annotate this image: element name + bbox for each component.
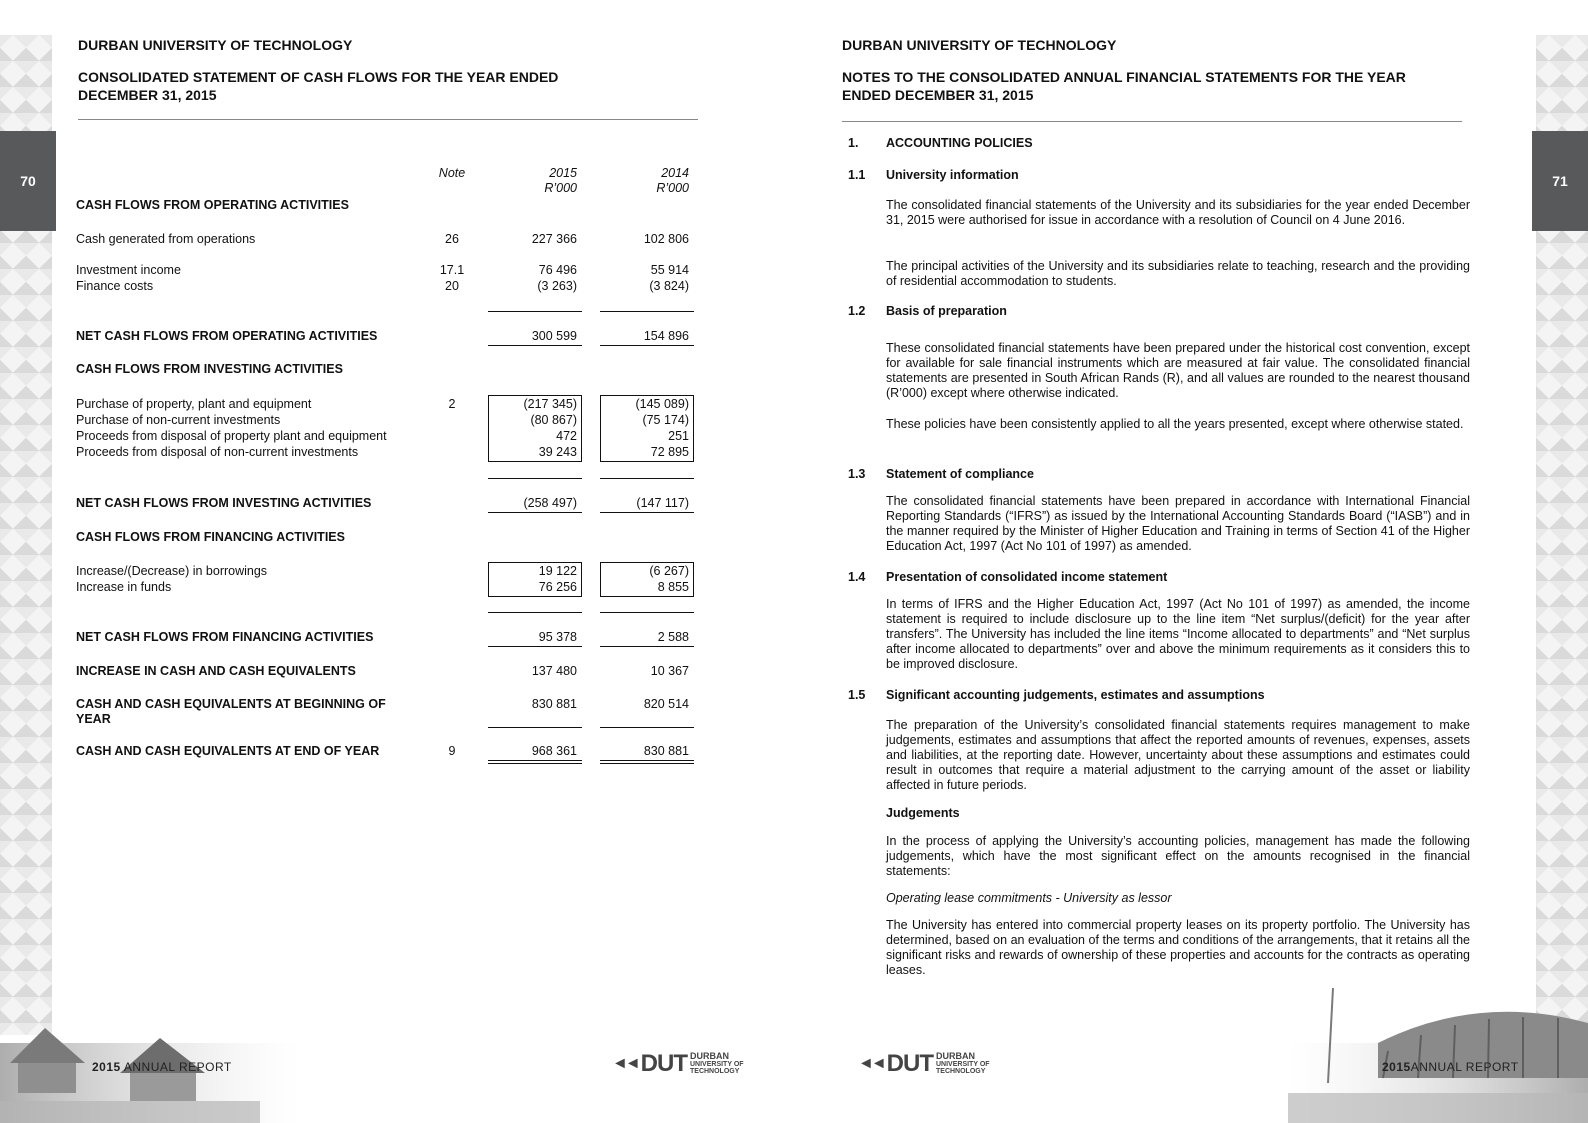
total-rule [488,345,582,346]
section-heading: CASH FLOWS FROM INVESTING ACTIVITIES [76,362,343,376]
logo-line2: UNIVERSITY OF [936,1061,990,1068]
section-number: 1.4 [848,570,866,584]
total-2015: 137 480 [531,664,577,678]
value-2015: (80 867) [530,413,577,427]
page-number-tab [0,131,56,231]
section-title: ACCOUNTING POLICIES [886,136,1033,150]
subtotal-rule [600,311,694,312]
logo-line2: UNIVERSITY OF [690,1061,744,1068]
row-label: Proceeds from disposal of non-current investments [76,445,359,459]
value-2014: (145 089) [635,397,689,411]
logo-line3: TECHNOLOGY [690,1068,740,1075]
footer-report: ANNUAL REPORT [1410,1060,1519,1074]
value-2015: 39 243 [538,445,577,459]
row-note: 2 [448,397,456,411]
row-label: Proceeds from disposal of property plant and equipment [76,429,387,443]
page-title-line1: CONSOLIDATED STATEMENT OF CASH FLOWS FOR THE YEAR ENDED [78,69,559,85]
subtotal-rule [600,727,694,728]
value-2014: (6 267) [649,564,689,578]
paragraph: The University has entered into commercial property leases on its property portfolio. The University has determined, based on an evaluation of the terms and conditions of the arrangements, that it retains all the significant risks and rewards of ownership of these properties and accounts for the contracts as operating leases. [886,918,1470,977]
subtotal-rule [600,612,694,613]
double-rule [488,760,582,761]
logo-mark: DUT [640,1049,687,1077]
section-number: 1.2 [848,304,866,318]
value-2015: 472 [556,429,577,443]
row-note: 26 [445,232,459,246]
subsection-title: Judgements [886,806,960,820]
section-number: 1. [848,136,859,150]
logo-text [936,1052,990,1075]
page-number-tab [1532,131,1588,231]
row-label: Increase/(Decrease) in borrowings [76,564,268,578]
footer-annual-report [1382,1060,1519,1074]
logo-mark: DUT [886,1049,933,1077]
page-title-line1: NOTES TO THE CONSOLIDATED ANNUAL FINANCIAL STATEMENTS FOR THE YEAR [842,69,1406,85]
institution-name: DURBAN UNIVERSITY OF TECHNOLOGY [78,37,353,53]
value-2014: 55 914 [650,263,689,277]
total-2014: 10 367 [650,664,689,678]
section-title: Statement of compliance [886,467,1034,481]
section-title: Basis of preparation [886,304,1007,318]
page-number: 71 [1552,173,1568,189]
page-number: 70 [20,173,36,189]
section-title: University information [886,168,1019,182]
total-rule [600,345,694,346]
col-note-header: Note [438,166,466,180]
dut-logo [858,1049,990,1077]
logo-text [690,1052,744,1075]
row-label: Finance costs [76,279,154,293]
institution-name: DURBAN UNIVERSITY OF TECHNOLOGY [842,37,1117,53]
grand-total-label: CASH AND CASH EQUIVALENTS AT END OF YEAR [76,744,380,758]
huts-illustration [0,983,300,1123]
total-label: NET CASH FLOWS FROM FINANCING ACTIVITIES [76,630,374,644]
double-rule [600,760,694,761]
total-label-line2: YEAR [76,712,111,726]
paragraph: In the process of applying the University’s accounting policies, management has made the following judgements, which have the most significant effect on the amounts recognised in the financial statements: [886,834,1470,878]
total-label-line1: CASH AND CASH EQUIVALENTS AT BEGINNING OF [76,697,386,711]
col-2015-unit: R’000 [544,181,577,195]
double-rule [488,763,582,764]
value-2015: 19 122 [538,564,577,578]
row-label: Purchase of property, plant and equipment [76,397,312,411]
footer-annual-report [92,1060,232,1074]
grand-total-2014: 830 881 [643,744,689,758]
paragraph: In terms of IFRS and the Higher Education Act, 1997 (Act No 101 of 1997) as amended, the income statement is required to include disclosure up to the line item “Net surplus/(deficit) for the year after transfers”. The University has included the line items “Income allocated to departments” and “Net surplus after income allocated to departments” over and above the minimum requirements as it considers this to be improved disclosure. [886,597,1470,671]
section-title: Presentation of consolidated income statement [886,570,1168,584]
logo-line1: DURBAN [690,1051,729,1061]
dut-logo [612,1049,744,1077]
logo-line3: TECHNOLOGY [936,1068,986,1075]
total-2015: 300 599 [531,329,577,343]
row-note: 20 [445,279,459,293]
footer-year: 2015 [1382,1060,1411,1074]
total-2014: 154 896 [643,329,689,343]
footer-report: ANNUAL REPORT [123,1060,232,1074]
section-number: 1.3 [848,467,866,481]
right-page [794,0,1588,1123]
logo-chevron-icon: ◄◄ [612,1054,638,1072]
subtotal-rule [600,478,694,479]
value-2015: 76 496 [538,263,577,277]
subtotal-rule [488,478,582,479]
header-rule [842,121,1462,122]
row-label: Purchase of non-current investments [76,413,281,427]
row-label: Cash generated from operations [76,232,256,246]
section-heading: CASH FLOWS FROM OPERATING ACTIVITIES [76,198,349,212]
total-2015: 95 378 [538,630,577,644]
section-title: Significant accounting judgements, estimates and assumptions [886,688,1265,702]
subtotal-rule [488,727,582,728]
header-rule [78,119,698,120]
page-title-line2: DECEMBER 31, 2015 [78,87,217,103]
row-note: 9 [448,744,456,758]
subtotal-rule [488,612,582,613]
paragraph: These policies have been consistently applied to all the years presented, except where otherwise stated. [886,417,1464,431]
row-note: 17.1 [439,263,465,277]
total-label: NET CASH FLOWS FROM INVESTING ACTIVITIES [76,496,372,510]
paragraph: The consolidated financial statements have been prepared in accordance with International Financial Reporting Standards (“IFRS”) as issued by the International Accounting Standards Board (“IASB”) and in the manner required by the Minister of Higher Education and Training in terms of Section 41 of the Higher Education Act, 1997 (Act No 101 of 1997) as amended. [886,494,1470,553]
total-label: INCREASE IN CASH AND CASH EQUIVALENTS [76,664,356,678]
section-heading: CASH FLOWS FROM FINANCING ACTIVITIES [76,530,345,544]
logo-line1: DURBAN [936,1051,975,1061]
value-2014: 72 895 [650,445,689,459]
value-2014: 102 806 [643,232,689,246]
total-2015: (258 497) [523,496,577,510]
page-title-line2: ENDED DECEMBER 31, 2015 [842,87,1034,103]
col-2014-header: 2014 [661,166,689,180]
grand-total-2015: 968 361 [531,744,577,758]
paragraph: The consolidated financial statements of the University and its subsidiaries for the year ended December 31, 2015 were authorised for issue in accordance with a resolution of Council on 4 June 2016. [886,198,1470,227]
value-2014: 8 855 [657,580,689,594]
total-2014: (147 117) [636,496,689,510]
total-2014: 2 588 [657,630,689,644]
total-label: NET CASH FLOWS FROM OPERATING ACTIVITIES [76,329,378,343]
value-2014: (75 174) [642,413,689,427]
total-2014: 820 514 [643,697,689,711]
subsection-italic-title: Operating lease commitments - University as lessor [886,891,1172,905]
stadium-illustration [1288,983,1588,1123]
double-rule [600,763,694,764]
value-2015: 227 366 [531,232,577,246]
footer-year: 2015 [92,1060,121,1074]
value-2015: 76 256 [538,580,577,594]
value-2015: (217 345) [523,397,577,411]
value-2014: (3 824) [649,279,689,293]
total-rule [600,512,694,513]
subtotal-rule [488,311,582,312]
total-rule [600,646,694,647]
row-label: Investment income [76,263,181,277]
logo-chevron-icon: ◄◄ [858,1054,884,1072]
total-rule [488,512,582,513]
col-2014-unit: R’000 [656,181,689,195]
paragraph: The preparation of the University’s consolidated financial statements requires management to make judgements, estimates and assumptions that affect the reported amounts of revenues, expenses, assets and liabilities, at the reporting date. However, uncertainty about these assumptions and estimates could result in outcomes that require a material adjustment to the carrying amount of the asset or liability affected in future periods. [886,718,1470,792]
value-2015: (3 263) [537,279,577,293]
row-label: Increase in funds [76,580,172,594]
section-number: 1.5 [848,688,866,702]
value-2014: 251 [668,429,689,443]
section-number: 1.1 [848,168,866,182]
total-2015: 830 881 [531,697,577,711]
total-rule [488,646,582,647]
paragraph: These consolidated financial statements have been prepared under the historical cost convention, except for available for sale financial instruments which are measured at fair value. The consolidated financial statements are presented in South African Rands (R), and all values are rounded to the nearest thousand (R’000) except where otherwise indicated. [886,341,1470,400]
paragraph: The principal activities of the University and its subsidiaries relate to teaching, research and the providing of residential accommodation to students. [886,259,1470,288]
col-2015-header: 2015 [549,166,577,180]
